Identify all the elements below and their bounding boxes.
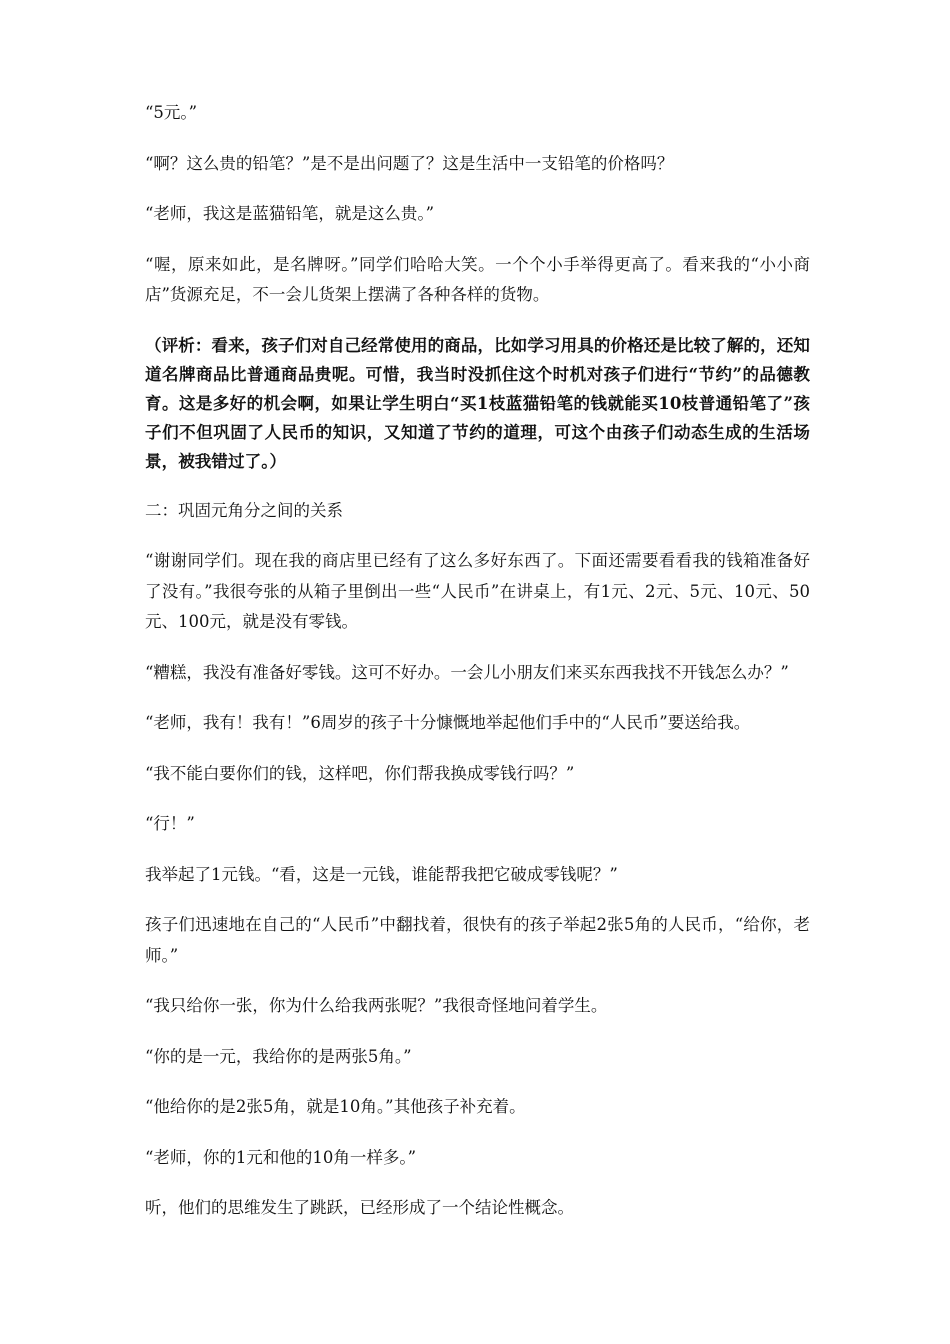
paragraph: 听，他们的思维发生了跳跃，已经形成了一个结论性概念。 [145,1198,574,1217]
paragraph: 我举起了1元钱。“看，这是一元钱，谁能帮我把它破成零钱呢？” [145,864,618,884]
document-page [145,98,810,1244]
paragraph: “你的是一元，我给你的是两张5角。” [145,1046,412,1066]
paragraph: 孩子们迅速地在自己的“人民币”中翻找着，很快有的孩子举起2张5角的人民币，“给你，老师。” [145,915,810,965]
commentary-paragraph: （评析：看来，孩子们对自己经常使用的商品，比如学习用具的价格还是比较了解的，还知道名牌商品比普通商品贵呢。可惜，我当时没抓住这个时机对孩子们进行“节约”的品德教育。这是多好的机会啊，如果让学生明白“买1枝蓝猫铅笔的钱就能买10枝普通铅笔了”孩子们不但巩固了人民币的知识，又知道了节约的道理，可这个由孩子们动态生成的生活场景，被我错过了。） [145,335,810,471]
paragraph: “我只给你一张，你为什么给我两张呢？”我很奇怪地问着学生。 [145,996,608,1015]
paragraph: “老师，我有！我有！”6周岁的孩子十分慷慨地举起他们手中的“人民币”要送给我。 [145,713,751,732]
paragraph: “5元。” [145,103,198,122]
paragraph: “他给你的是2张5角，就是10角。”其他孩子补充着。 [145,1097,526,1116]
paragraph: “糟糕，我没有准备好零钱。这可不好办。一会儿小朋友们来买东西我找不开钱怎么办？” [145,662,789,682]
paragraph: “喔，原来如此，是名牌呀。”同学们哈哈大笑。一个个小手举得更高了。看来我的“小小商店”货源充足，不一会儿货架上摆满了各种各样的货物。 [145,254,810,304]
paragraph: “啊？这么贵的铅笔？”是不是出问题了？这是生活中一支铅笔的价格吗？ [145,153,674,173]
section-heading: 二：巩固元角分之间的关系 [145,500,343,520]
paragraph: “我不能白要你们的钱，这样吧，你们帮我换成零钱行吗？” [145,763,575,783]
paragraph: “行！” [145,814,195,833]
paragraph: “老师，你的1元和他的10角一样多。” [145,1147,417,1167]
paragraph: “老师，我这是蓝猫铅笔，就是这么贵。” [145,204,435,223]
paragraph: “谢谢同学们。现在我的商店里已经有了这么多好东西了。下面还需要看看我的钱箱准备好了没有。”我很夸张的从箱子里倒出一些“人民币”在讲桌上，有1元、2元、5元、10元、50元、100元，就是没有零钱。 [145,551,810,631]
